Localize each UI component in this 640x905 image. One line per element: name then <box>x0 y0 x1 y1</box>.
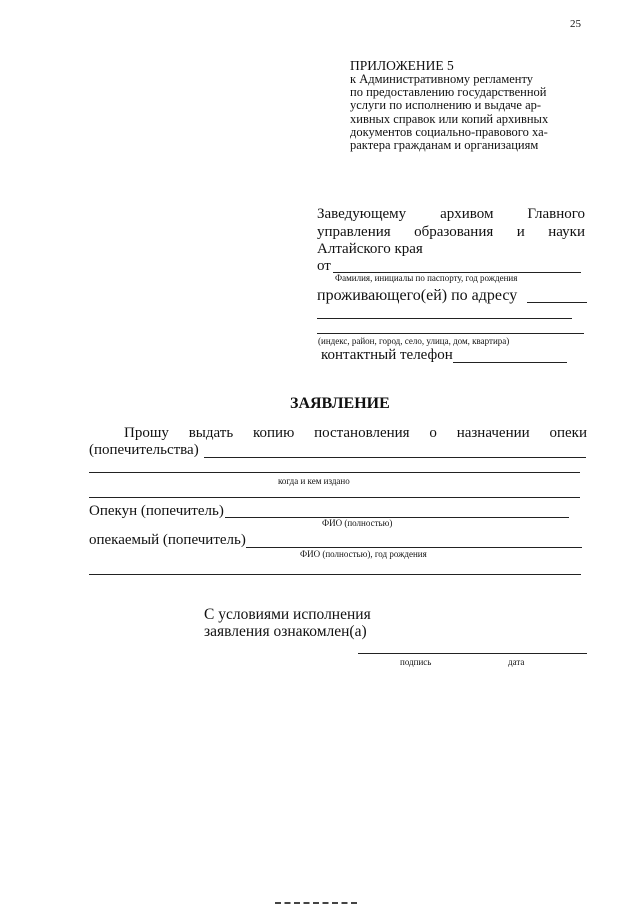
request-line-1 <box>124 425 587 442</box>
ack-line-1: С условиями исполнения <box>204 606 371 623</box>
appendix-line: услуги по исполнению и выдаче ар- <box>350 98 542 113</box>
appendix-title: ПРИЛОЖЕНИЕ 5 <box>350 58 454 73</box>
request-word: о <box>429 425 437 441</box>
addressee-word: и <box>516 224 525 240</box>
ward-label: опекаемый (попечитель) <box>89 532 246 548</box>
ward-input-line-2[interactable] <box>89 574 581 575</box>
phone-label: контактный телефон <box>321 347 453 363</box>
addressee-word: Заведующему <box>317 206 407 222</box>
addressee-line-3: Алтайского края <box>317 241 423 257</box>
ward-caption: ФИО (полностью), год рождения <box>300 549 427 559</box>
appendix-line: к Административному регламенту <box>350 72 534 86</box>
appendix-line: хивных справок или копий архивных <box>350 111 549 126</box>
ack-line-2: заявления ознакомлен(а) <box>204 623 367 640</box>
from-caption: Фамилия, инициалы по паспорту, год рождения <box>335 273 518 283</box>
date-caption: дата <box>508 657 525 667</box>
residence-label: проживающего(ей) по адресу <box>317 287 518 304</box>
page-number: 25 <box>570 18 581 30</box>
guardian-input-line[interactable] <box>225 517 569 518</box>
request-word: Прошу <box>124 425 169 441</box>
addressee-word: архивом <box>440 206 494 222</box>
signature-caption: подпись <box>400 657 432 667</box>
request-input-line-1[interactable] <box>204 457 586 458</box>
addressee-line-1 <box>317 206 585 223</box>
request-word: назначении <box>456 425 530 441</box>
addressee-word: науки <box>548 224 585 240</box>
signature-date-line[interactable] <box>358 653 587 654</box>
addressee-word: образования <box>414 224 494 240</box>
residence-input-line[interactable] <box>527 302 587 303</box>
guardian-label: Опекун (попечитель) <box>89 503 224 519</box>
request-word: копию <box>252 425 295 441</box>
appendix-line: рактера гражданам и организациям <box>350 138 539 153</box>
bottom-divider <box>275 902 357 904</box>
appendix-line: по предоставлению государственной <box>350 85 547 100</box>
request-word: постановления <box>314 425 410 441</box>
appendix-line: документов социально-правового ха- <box>350 124 548 139</box>
from-label: от <box>317 258 331 274</box>
statement-title: ЗАЯВЛЕНИЕ <box>290 395 390 412</box>
ward-input-line[interactable] <box>246 547 582 548</box>
phone-input-line[interactable] <box>453 362 567 363</box>
addressee-word: Главного <box>527 206 585 222</box>
address-caption: (индекс, район, город, село, улица, дом, квартира) <box>318 336 510 346</box>
appendix-block <box>350 59 548 152</box>
issued-caption: когда и кем издано <box>278 476 350 486</box>
address-input-line-1[interactable] <box>317 318 572 319</box>
address-input-line-2[interactable] <box>317 333 584 334</box>
request-input-line-2[interactable] <box>89 472 580 473</box>
request-word: выдать <box>188 425 234 441</box>
guardian-caption: ФИО (полностью) <box>322 518 393 528</box>
request-word: опеки <box>549 425 587 441</box>
addressee-word: управления <box>317 224 391 240</box>
request-input-line-3[interactable] <box>89 497 580 498</box>
addressee-line-2 <box>317 224 585 241</box>
request-line-2-label: (попечительства) <box>89 442 199 458</box>
